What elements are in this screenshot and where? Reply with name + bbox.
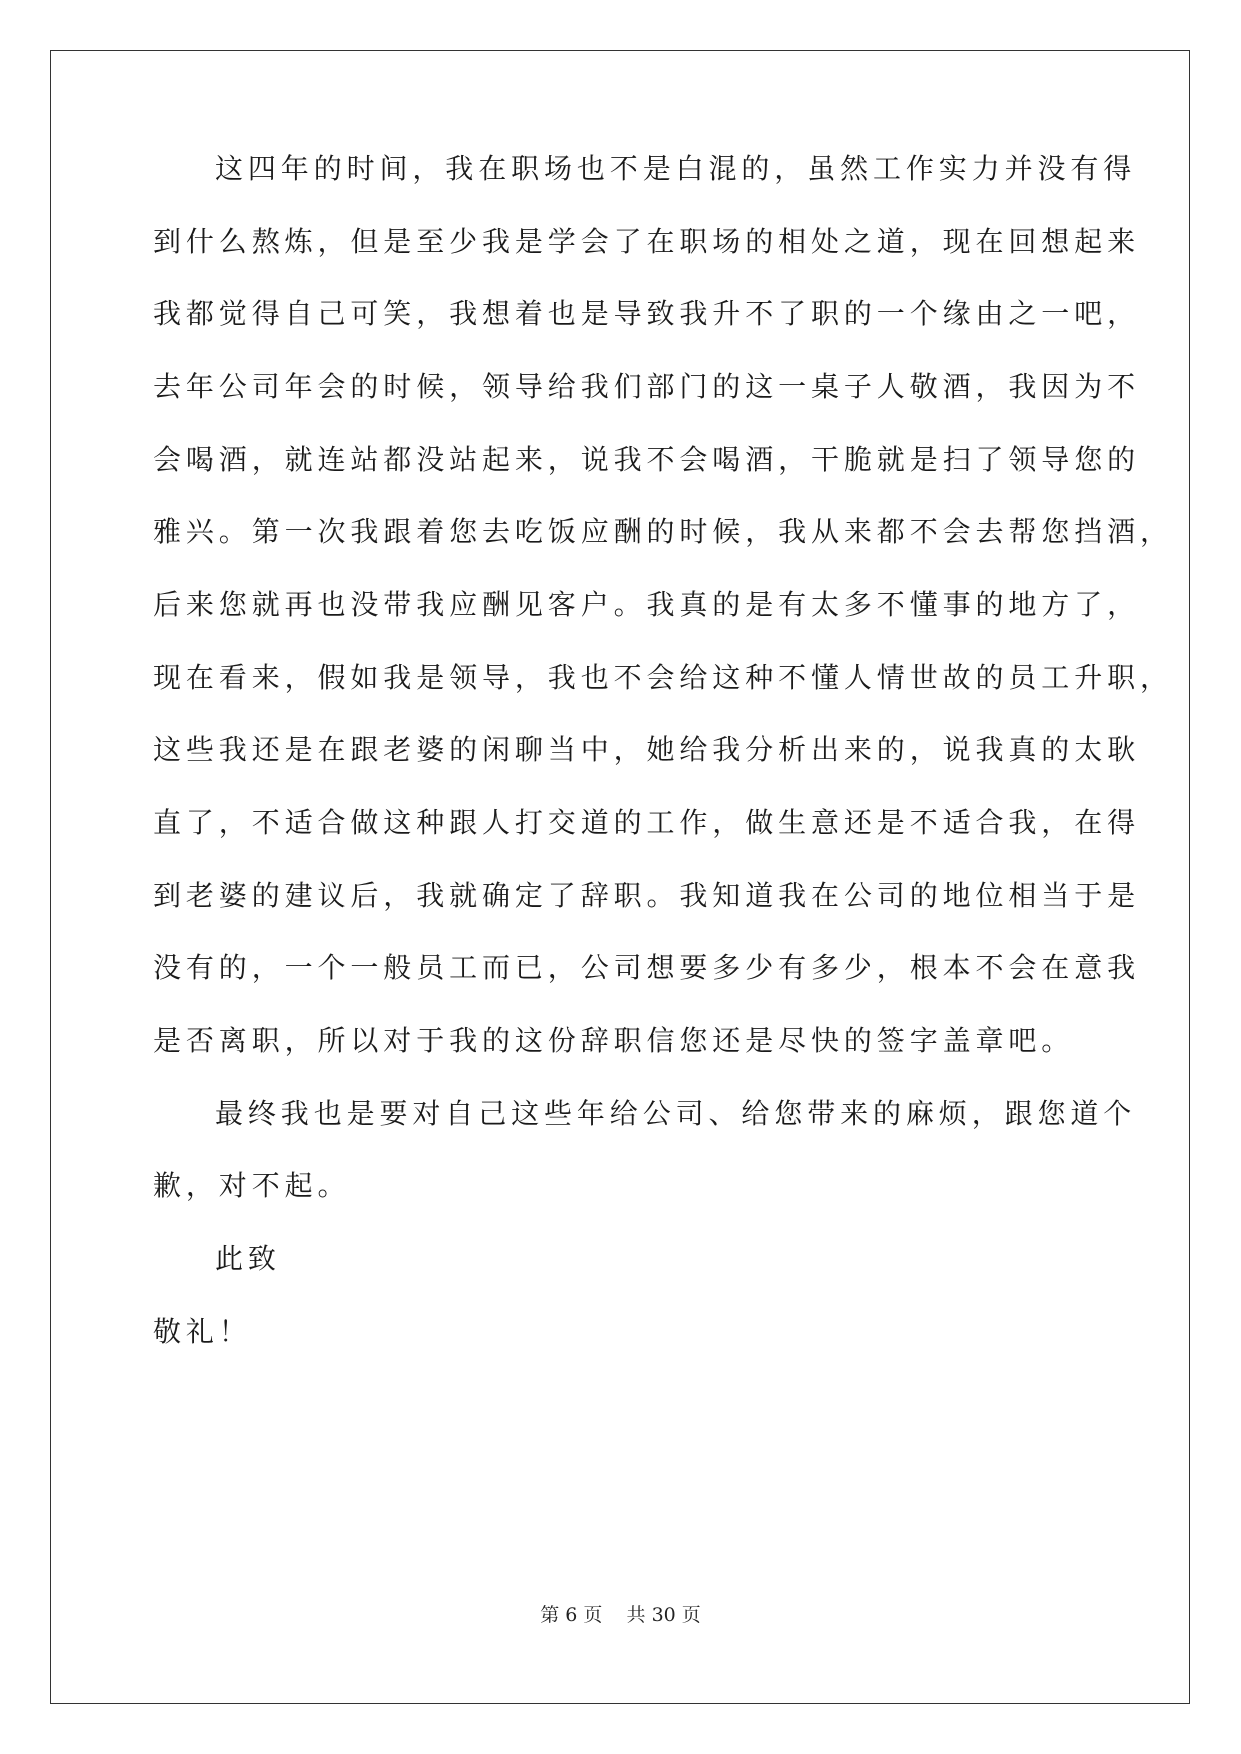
paragraph-1-line-11: 到老婆的建议后，我就确定了辞职。我知道我在公司的地位相当于是 bbox=[153, 879, 1141, 912]
footer-gap bbox=[602, 1604, 626, 1626]
paragraph-1-line-1: 这四年的时间，我在职场也不是白混的，虽然工作实力并没有得 bbox=[215, 152, 1137, 185]
paragraph-1-line-10: 直了，不适合做这种跟人打交道的工作，做生意还是不适合我，在得 bbox=[153, 806, 1141, 839]
paragraph-1-line-5: 会喝酒，就连站都没站起来，说我不会喝酒，干脆就是扫了领导您的 bbox=[153, 443, 1141, 476]
paragraph-1-line-12: 没有的，一个一般员工而已，公司想要多少有多少，根本不会在意我 bbox=[153, 951, 1141, 984]
paragraph-1-line-7: 后来您就再也没带我应酬见客户。我真的是有太多不懂事的地方了， bbox=[153, 588, 1141, 621]
paragraph-2-line-1: 最终我也是要对自己这些年给公司、给您带来的麻烦，跟您道个 bbox=[215, 1097, 1137, 1130]
paragraph-1-line-6: 雅兴。第一次我跟着您去吃饭应酬的时候，我从来都不会去帮您挡酒， bbox=[153, 515, 1173, 548]
paragraph-1-line-3: 我都觉得自己可笑，我想着也是导致我升不了职的一个缘由之一吧， bbox=[153, 297, 1141, 330]
paragraph-2-line-2: 歉，对不起。 bbox=[153, 1169, 351, 1202]
paragraph-1-line-8: 现在看来，假如我是领导，我也不会给这种不懂人情世故的员工升职， bbox=[153, 661, 1173, 694]
page-number: 第 6 页 bbox=[540, 1604, 603, 1626]
closing-text: 此致 bbox=[215, 1242, 281, 1275]
paragraph-1-line-13: 是否离职，所以对于我的这份辞职信您还是尽快的签字盖章吧。 bbox=[153, 1024, 1075, 1057]
paragraph-1-line-9: 这些我还是在跟老婆的闲聊当中，她给我分析出来的，说我真的太耿 bbox=[153, 733, 1141, 766]
page-total: 共 30 页 bbox=[626, 1604, 701, 1626]
paragraph-1-line-2: 到什么熬炼，但是至少我是学会了在职场的相处之道，现在回想起来 bbox=[153, 225, 1141, 258]
paragraph-1-line-4: 去年公司年会的时候，领导给我们部门的这一桌子人敬酒，我因为不 bbox=[153, 370, 1141, 403]
salutation-text: 敬礼！ bbox=[153, 1315, 252, 1348]
page-footer bbox=[0, 1600, 1241, 1627]
